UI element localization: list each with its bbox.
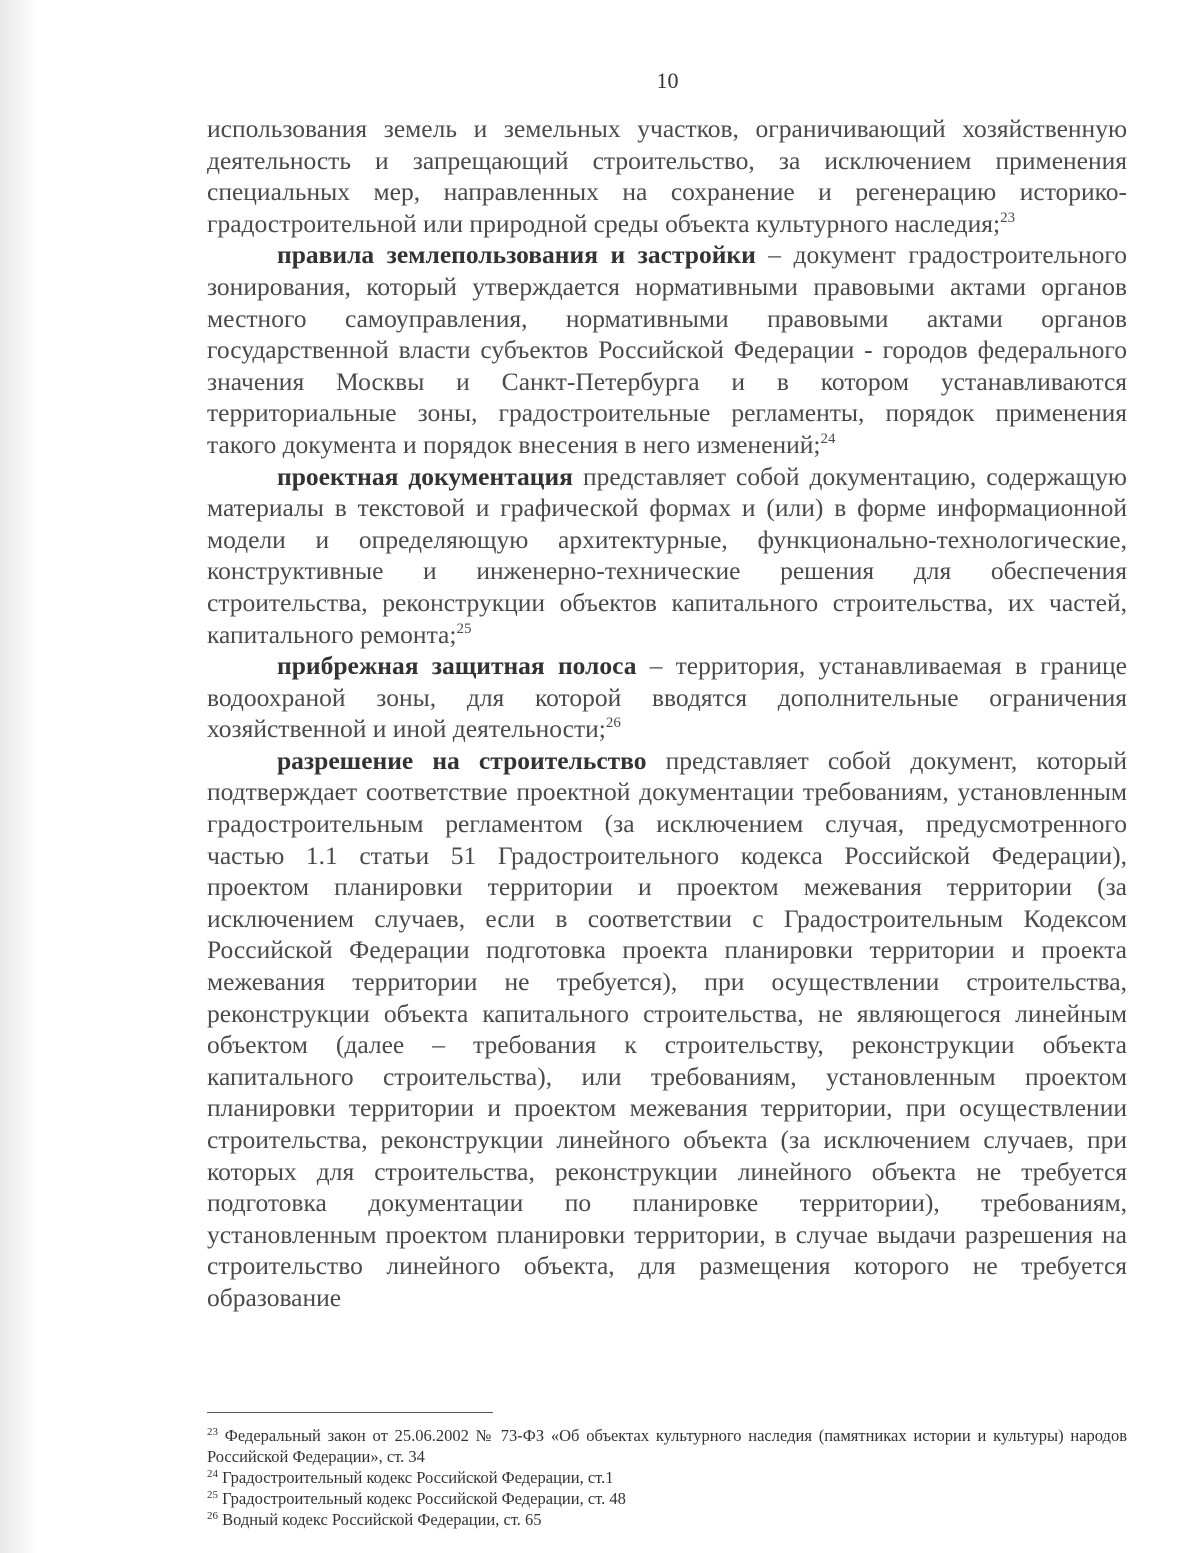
- footnote-ref: 23: [1000, 209, 1016, 226]
- paragraph-definition: [207, 461, 1127, 651]
- defined-term: прибрежная защитная полоса: [277, 651, 637, 681]
- footnote-text: Водный кодекс Российской Федерации, ст. 65: [218, 1510, 542, 1529]
- defined-term: проектная документация: [277, 461, 573, 491]
- footnote-divider: [207, 1412, 493, 1413]
- footnote-text: Градостроительный кодекс Российской Федерации, ст.1: [218, 1468, 614, 1487]
- scan-edge-shadow: [0, 0, 38, 1553]
- footnote: [207, 1509, 1127, 1530]
- page-number: 10: [656, 68, 679, 93]
- footnote-number: 24: [207, 1468, 218, 1480]
- paragraph-text: – документ градостроительного зонирования, который утверждается нормативными правовыми актами органов местного самоуправления, нормативными правовыми актами органов государственной власти субъектов Российской Федерации - городов федерального значения Москвы и Санкт-Петербурга и в котором устанавливаются территориальные зоны, градостроительные регламенты, порядок применения такого документа и порядок внесения в него изменений;: [207, 240, 1127, 459]
- paragraph-continuation: [207, 113, 1127, 239]
- footnote: [207, 1488, 1127, 1509]
- paragraph-text: – территория, устанавливаемая в границе водоохраной зоны, для которой вводятся дополнительные ограничения хозяйственной и иной деятельности;: [207, 651, 1127, 744]
- footnote: [207, 1467, 1127, 1488]
- footnote-number: 25: [207, 1489, 218, 1501]
- footnote-ref: 25: [456, 620, 472, 637]
- body-text: [207, 113, 1127, 1314]
- defined-term: разрешение на строительство: [277, 745, 647, 775]
- defined-term: правила землепользования и застройки: [277, 240, 756, 270]
- paragraph-text: представляет собой документацию, содержащую материалы в текстовой и графической формах и (или) в форме информационной модели и определяющую архитектурные, функционально-технологические, конструктивные и инженерно-технические решения для обеспечения строительства, реконструкции объектов капитального строительства, их частей, капитального ремонта;: [207, 461, 1127, 649]
- paragraph-text: представляет собой документ, который подтверждает соответствие проектной документации требованиям, установленным градостроительным регламентом (за исключением случая, предусмотренного частью 1.1 статьи 51 Градостроительного кодекса Российской Федерации), проектом планировки территории и проектом межевания территории (за исключением случаев, если в соответствии с Градостроительным Кодексом Российской Федерации подготовка проекта планировки территории и проекта межевания территории не требуется), при осуществлении строительства, реконструкции объекта капитального строительства, не являющегося линейным объектом (далее – требования к строительству, реконструкции объекта капитального строительства), или требованиям, установленным проектом планировки территории и проектом межевания территории, при осуществлении строительства, реконструкции линейного объекта (за исключением случаев, при которых для строительства, реконструкции линейного объекта не требуется подготовка документации по планировке территории), требованиям, установленным проектом планировки территории, в случае выдачи разрешения на строительство линейного объекта, для размещения которого не требуется образование: [207, 745, 1127, 1312]
- paragraph-definition: [207, 239, 1127, 460]
- footnote-text: Федеральный закон от 25.06.2002 № 73-ФЗ «Об объектах культурного наследия (памятниках истории и культуры) народов Российской Федерации», ст. 34: [207, 1426, 1127, 1466]
- footnote: [207, 1425, 1127, 1467]
- footnote-number: 26: [207, 1510, 218, 1522]
- footnote-ref: 24: [820, 430, 836, 447]
- footnote-number: 23: [207, 1426, 218, 1438]
- paragraph-text: использования земель и земельных участков, ограничивающий хозяйственную деятельность и запрещающий строительство, за исключением применения специальных мер, направленных на сохранение и регенерацию историко-градостроительной или природной среды объекта культурного наследия;: [207, 114, 1127, 238]
- footnote-ref: 26: [605, 715, 621, 732]
- paragraph-definition: [207, 650, 1127, 745]
- paragraph-definition: [207, 745, 1127, 1314]
- footnote-text: Градостроительный кодекс Российской Федерации, ст. 48: [218, 1489, 626, 1508]
- footnotes: [207, 1425, 1127, 1530]
